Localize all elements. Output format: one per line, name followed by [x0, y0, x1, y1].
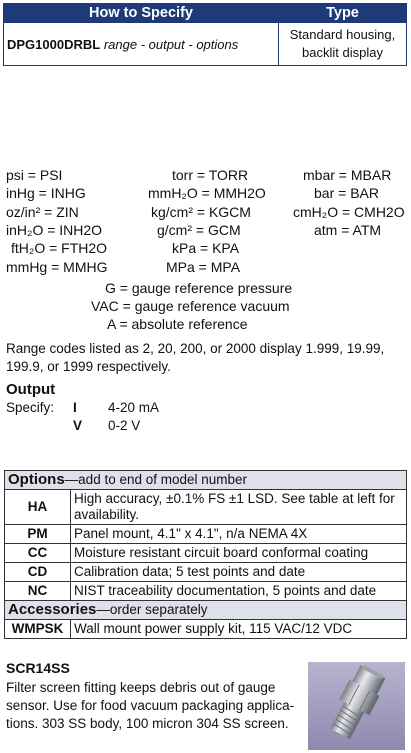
- option-code: NC: [5, 582, 71, 601]
- option-code: PM: [5, 525, 71, 544]
- accessories-section-header: [5, 601, 407, 620]
- unit-code: kPa = KPA: [172, 240, 240, 256]
- filter-screen-fitting-image: [308, 662, 405, 750]
- type-line-2: backlit display: [302, 45, 383, 60]
- unit-code: torr = TORR: [172, 167, 249, 183]
- range-note-line-2: 199.9, or 1999 respectively.: [6, 359, 171, 374]
- type-header: Type: [279, 4, 407, 23]
- accessory-code: WMPSK: [5, 620, 71, 639]
- type-cell: [279, 23, 407, 66]
- option-code: CC: [5, 544, 71, 563]
- accessories-heading: Accessories: [8, 601, 97, 618]
- model-cell: [4, 23, 279, 66]
- scr-desc-line-2: sensor. Use for food vacuum packaging applica-: [6, 698, 295, 713]
- unit-code: psi = PSI: [6, 167, 63, 183]
- type-line-1: Standard housing,: [289, 27, 396, 42]
- table-row: [5, 490, 407, 525]
- unit-code: cmH₂O = CMH2O: [293, 204, 405, 220]
- unit-code: oz/in² = ZIN: [6, 204, 79, 220]
- unit-code: ftH₂O = FTH2O: [11, 240, 108, 256]
- output-specify-label: Specify:: [6, 400, 55, 415]
- unit-code: mmH₂O = MMH2O: [148, 185, 266, 201]
- unit-code: kg/cm² = KGCM: [151, 204, 251, 220]
- reference-gauge: G = gauge reference pressure: [105, 280, 293, 296]
- scr-title: SCR14SS: [6, 660, 70, 676]
- how-to-specify-table: [3, 3, 407, 66]
- unit-code: g/cm² = GCM: [157, 222, 241, 238]
- unit-code: atm = ATM: [314, 222, 382, 238]
- scr-desc-line-3: tions. 303 SS body, 100 micron 304 SS screen.: [6, 716, 289, 731]
- reference-absolute: A = absolute reference: [107, 316, 248, 332]
- option-desc-line: High accuracy, ±0.1% FS ±1 LSD. See table at left for: [74, 491, 395, 506]
- option-desc: [71, 490, 407, 525]
- unit-code: bar = BAR: [314, 185, 379, 201]
- scr-desc-line-1: Filter screen fitting keeps debris out of gauge: [6, 680, 276, 695]
- output-code-i: I: [73, 400, 77, 415]
- table-row: [5, 620, 407, 639]
- output-code-v: V: [73, 418, 83, 433]
- how-to-specify-header: How to Specify: [4, 4, 279, 23]
- options-heading-note: —add to end of model number: [64, 472, 248, 487]
- option-desc: Panel mount, 4.1" x 4.1", n/a NEMA 4X: [71, 525, 407, 544]
- unit-code: mmHg = MMHG: [6, 259, 108, 275]
- option-desc-line: availability.: [74, 507, 140, 522]
- model-code: DPG1000DRBL: [7, 36, 101, 52]
- accessory-desc: Wall mount power supply kit, 115 VAC/12 VDC: [71, 620, 407, 639]
- options-section-header: [5, 471, 407, 490]
- table-row: [5, 563, 407, 582]
- unit-code: mbar = MBAR: [303, 167, 392, 183]
- option-code: HA: [5, 490, 71, 525]
- unit-code: inH₂O = INH2O: [6, 222, 103, 238]
- output-heading: Output: [6, 381, 56, 398]
- model-suffix: range - output - options: [103, 36, 239, 52]
- option-code: CD: [5, 563, 71, 582]
- accessories-heading-note: —order separately: [96, 602, 208, 617]
- options-table: [4, 470, 407, 639]
- output-desc-v: 0-2 V: [108, 418, 141, 433]
- option-desc: NIST traceability documentation, 5 points and date: [71, 582, 407, 601]
- reference-vacuum: VAC = gauge reference vacuum: [91, 298, 290, 314]
- output-desc-i: 4-20 mA: [108, 400, 160, 415]
- option-desc: Moisture resistant circuit board conformal coating: [71, 544, 407, 563]
- option-desc: Calibration data; 5 test points and date: [71, 563, 407, 582]
- table-row: [5, 544, 407, 563]
- unit-code: MPa = MPA: [166, 259, 241, 275]
- range-note-line-1: Range codes listed as 2, 20, 200, or 2000 display 1.999, 19.99,: [6, 341, 385, 356]
- unit-code: inHg = INHG: [6, 185, 86, 201]
- table-row: [5, 582, 407, 601]
- table-row: [5, 525, 407, 544]
- options-heading: Options: [8, 471, 65, 488]
